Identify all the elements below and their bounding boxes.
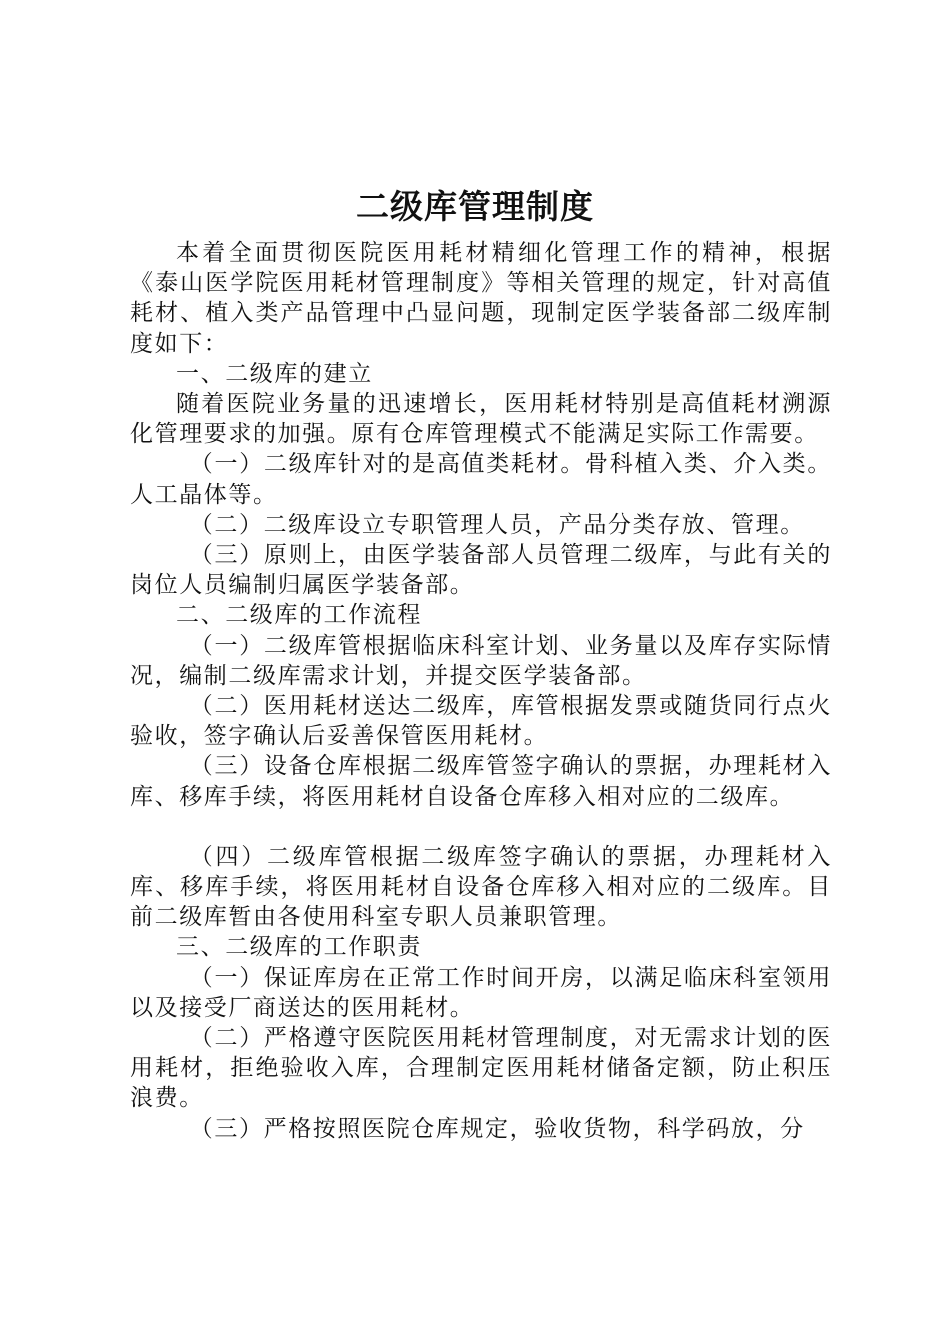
paragraph: （三）设备仓库根据二级库管签字确认的票据，办理耗材入库、移库手续，将医用耗材自设备仓库移入相对应的二级库。 [130,753,832,810]
section-heading-3: 三、二级库的工作职责 [176,934,422,961]
paragraph: （一）保证库房在正常工作时间开房，以满足临床科室领用以及接受厂商送达的医用耗材。 [130,964,832,1021]
document-body [130,238,832,1144]
blank-line [130,812,832,842]
paragraph: （三）严格按照医院仓库规定，验收货物，科学码放，分 [189,1115,805,1142]
paragraph: （二）严格遵守医院医用耗材管理制度，对无需求计划的医用耗材，拒绝验收入库，合理制定医用耗材储备定额，防止积压浪费。 [130,1025,832,1112]
paragraph: （四）二级库管根据二级库签字确认的票据，办理耗材入库、移库手续，将医用耗材自设备仓库移入相对应的二级库。目前二级库暂由各使用科室专职人员兼职管理。 [130,843,832,931]
paragraph: （三）原则上，由医学装备部人员管理二级库，与此有关的岗位人员编制归属医学装备部。 [130,542,832,599]
document-title: 二级库管理制度 [356,187,594,226]
paragraph: （一）二级库针对的是高值类耗材。骨科植入类、介入类。人工晶体等。 [130,451,832,508]
paragraph: （二）医用耗材送达二级库，库管根据发票或随货同行点火验收，签字确认后妥善保管医用耗材。 [130,693,832,750]
section-heading-2: 二、二级库的工作流程 [176,602,422,629]
paragraph: （二）二级库设立专职管理人员，产品分类存放、管理。 [189,511,805,538]
paragraph-intro: 本着全面贯彻医院医用耗材精细化管理工作的精神，根据《泰山医学院医用耗材管理制度》等相关管理的规定，针对高值耗材、植入类产品管理中凸显问题，现制定医学装备部二级库制度如下： [130,240,832,357]
paragraph: 随着医院业务量的迅速增长，医用耗材特别是高值耗材溯源化管理要求的加强。原有仓库管理模式不能满足实际工作需要。 [130,391,832,448]
section-heading-1: 一、二级库的建立 [176,360,373,387]
paragraph: （一）二级库管根据临床科室计划、业务量以及库存实际情况，编制二级库需求计划，并提交医学装备部。 [130,632,832,689]
